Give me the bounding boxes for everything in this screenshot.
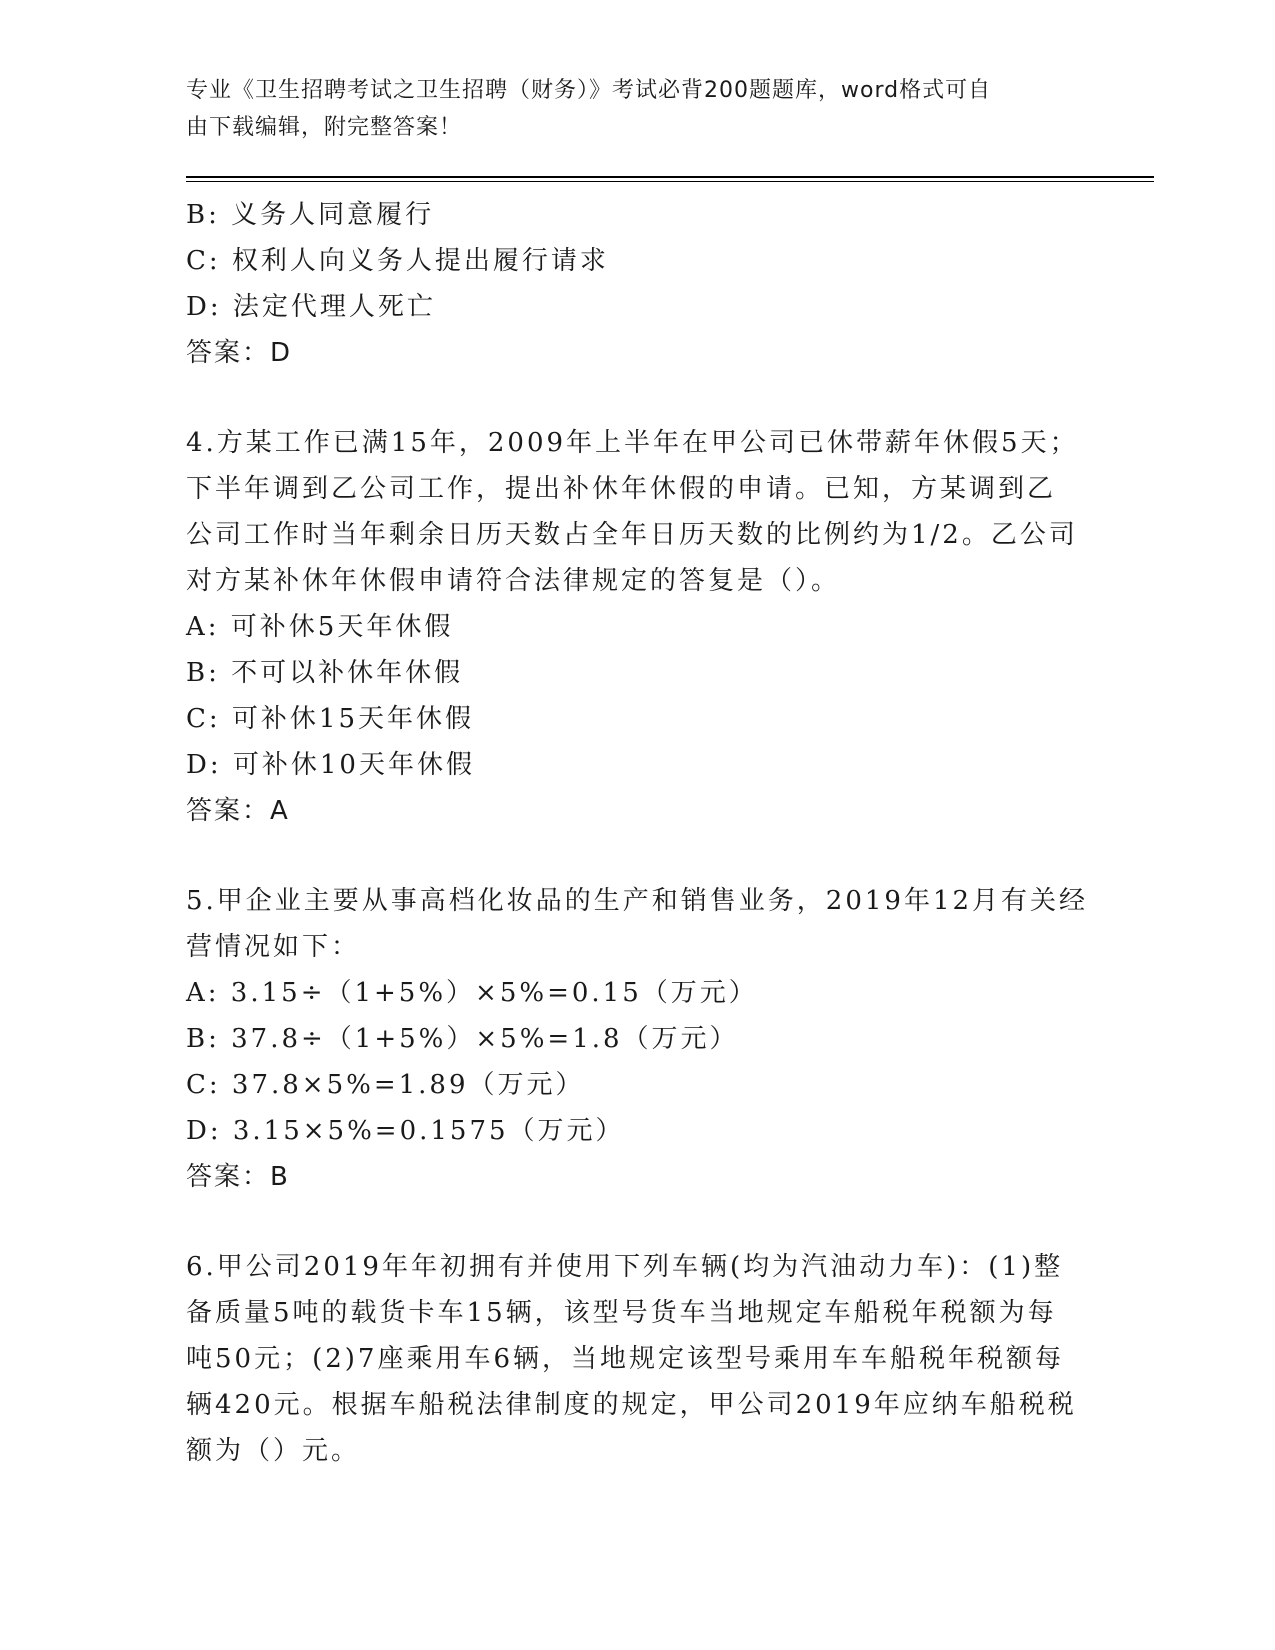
q4-option-a: A: 可补休5天年休假 bbox=[186, 612, 454, 642]
header-line-1: 专业《卫生招聘考试之卫生招聘（财务）》考试必背200题题库，word格式可自 bbox=[186, 78, 992, 103]
question-content bbox=[186, 192, 1089, 1474]
q5-option-d: D: 3.15×5%=0.1575（万元） bbox=[186, 1116, 625, 1146]
q6-stem-line-3: 吨50元；(2)7座乘用车6辆，当地规定该型号乘用车车船税年税额每 bbox=[186, 1344, 1064, 1374]
header-divider-thin bbox=[186, 181, 1154, 182]
q4-stem-line-1: 4.方某工作已满15年，2009年上半年在甲公司已休带薪年休假5天； bbox=[186, 428, 1079, 458]
question-3 bbox=[186, 192, 1086, 376]
q4-answer: 答案：A bbox=[186, 796, 290, 826]
q5-option-b: B: 37.8÷（1+5%）×5%=1.8（万元） bbox=[186, 1024, 739, 1054]
q5-option-a: A: 3.15÷（1+5%）×5%=0.15（万元） bbox=[186, 978, 758, 1008]
q6-stem-line-2: 备质量5吨的载货卡车15辆，该型号货车当地规定车船税年税额为每 bbox=[186, 1298, 1057, 1328]
document-header bbox=[186, 72, 1086, 146]
header-divider-thick bbox=[186, 176, 1154, 178]
header-line-2: 由下载编辑，附完整答案！ bbox=[186, 115, 463, 140]
q4-stem-line-3: 公司工作时当年剩余日历天数占全年日历天数的比例约为1/2。乙公司 bbox=[186, 520, 1078, 550]
q3-option-d: D: 法定代理人死亡 bbox=[186, 292, 436, 322]
q5-stem-line-2: 营情况如下： bbox=[186, 932, 361, 962]
q4-option-b: B: 不可以补休年休假 bbox=[186, 658, 464, 688]
q4-option-c: C: 可补休15天年休假 bbox=[186, 704, 475, 734]
question-6 bbox=[186, 1244, 1086, 1474]
q3-answer: 答案：D bbox=[186, 338, 293, 368]
q5-stem-line-1: 5.甲企业主要从事高档化妆品的生产和销售业务，2019年12月有关经 bbox=[186, 886, 1089, 916]
q5-option-c: C: 37.8×5%=1.89（万元） bbox=[186, 1070, 585, 1100]
q3-option-c: C: 权利人向义务人提出履行请求 bbox=[186, 246, 609, 276]
q3-option-b: B: 义务人同意履行 bbox=[186, 200, 435, 230]
q4-stem-line-4: 对方某补休年休假申请符合法律规定的答复是（）。 bbox=[186, 566, 841, 596]
question-5 bbox=[186, 878, 1089, 1200]
q5-answer: 答案：B bbox=[186, 1162, 290, 1192]
q6-stem-line-4: 辆420元。根据车船税法律制度的规定，甲公司2019年应纳车船税税 bbox=[186, 1390, 1077, 1420]
q6-stem-line-1: 6.甲公司2019年年初拥有并使用下列车辆(均为汽油动力车)：(1)整 bbox=[186, 1252, 1064, 1282]
q6-stem-line-5: 额为（）元。 bbox=[186, 1436, 361, 1466]
question-4 bbox=[186, 420, 1086, 834]
q4-stem-line-2: 下半年调到乙公司工作，提出补休年休假的申请。已知，方某调到乙 bbox=[186, 474, 1057, 504]
q4-option-d: D: 可补休10天年休假 bbox=[186, 750, 475, 780]
